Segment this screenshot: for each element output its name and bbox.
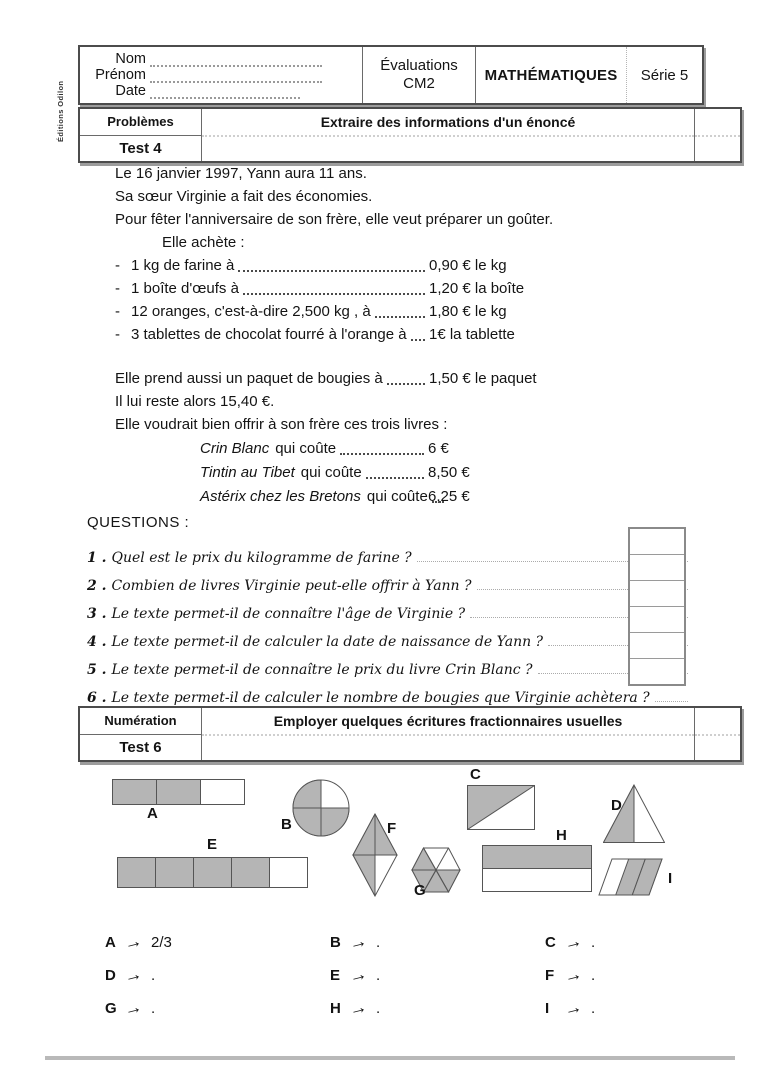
dotted-divider (695, 734, 740, 736)
shape-label-F: F (387, 820, 397, 837)
purchase-price: 0,90 € le kg (429, 257, 507, 274)
name-row (80, 51, 356, 67)
purchase-item (115, 277, 677, 300)
fraction-answer-A[interactable] (105, 932, 330, 953)
test4-label: Test 4 (119, 139, 162, 157)
question-number: 6 . (87, 690, 107, 706)
dash: - (115, 326, 120, 343)
fraction-answer-label: I (545, 1000, 550, 1017)
dotted-leader (243, 293, 425, 295)
shape-D-triangle (603, 784, 665, 844)
dotted-divider (202, 734, 694, 736)
question-row (87, 678, 688, 706)
dash: - (115, 280, 120, 297)
fraction-answer-value: . (591, 967, 596, 984)
firstname-label: Prénom (95, 67, 146, 83)
answer-box-4[interactable] (630, 606, 684, 632)
answer-box-3[interactable] (630, 580, 684, 606)
book-item (115, 436, 677, 460)
question-text: Le texte permet-il de connaître l'âge de Virginie ? (111, 606, 466, 622)
fraction-answer-label: D (105, 967, 116, 984)
purchase-price: 1,20 € la boîte (429, 280, 525, 297)
subject-title: MATHÉMATIQUES (475, 47, 626, 103)
problem-statement (115, 162, 677, 508)
dash: - (115, 257, 120, 274)
evaluation-line2: CM2 (403, 75, 435, 92)
purchase-text: 1 kg de farine à (131, 257, 235, 274)
test6-skill-cell (202, 708, 694, 760)
dotted-divider (695, 135, 740, 137)
candles-line (115, 367, 677, 390)
question-text: Le texte permet-il de calculer la date de naissance de Yann ? (111, 634, 544, 650)
dotted-leader (387, 383, 425, 385)
test6-skill-title: Employer quelques écritures fractionnaires usuelles (273, 713, 623, 729)
dotted-leader (375, 316, 425, 318)
shape-label-A: A (147, 805, 158, 822)
purchase-price: 1€ la tablette (429, 326, 515, 343)
book-price: 8,50 € (428, 464, 470, 481)
shape-label-D: D (611, 797, 622, 814)
shape-label-B: B (281, 816, 292, 833)
shape-H-rectangle (482, 845, 592, 892)
intro-line: Le 16 janvier 1997, Yann aura 11 ans. (115, 165, 367, 182)
buy-intro: Elle achète : (162, 234, 245, 251)
name-label: Nom (115, 51, 146, 67)
candles-text: Elle prend aussi un paquet de bougies à (115, 370, 383, 387)
firstname-input-line[interactable] (150, 69, 322, 83)
fraction-answer-value: . (591, 1000, 596, 1017)
intro-line: Sa sœur Virginie a fait des économies. (115, 188, 373, 205)
books-intro: Elle voudrait bien offrir à son frère ces trois livres : (115, 416, 448, 433)
question-row (87, 538, 688, 566)
fraction-answer-H[interactable] (330, 998, 545, 1019)
test4-header (78, 107, 742, 163)
dotted-leader (411, 339, 425, 341)
fraction-answer-label: B (330, 934, 341, 951)
fraction-answer-value: . (376, 934, 381, 951)
fraction-answer-value: . (151, 967, 156, 984)
arrow-icon: → (561, 996, 585, 1020)
test4-header-left (80, 109, 202, 161)
fraction-answer-value: . (376, 1000, 381, 1017)
test4-category: Problèmes (80, 109, 201, 136)
book-connector: qui coûte (300, 464, 362, 481)
fraction-answer-label: A (105, 934, 116, 951)
fraction-answer-G[interactable] (105, 998, 330, 1019)
fraction-answer-value: . (376, 967, 381, 984)
arrow-icon: → (561, 930, 585, 954)
arrow-icon: → (121, 930, 145, 954)
test4-skill-title: Extraire des informations d'un énoncé (320, 114, 576, 130)
purchase-item (115, 323, 677, 346)
arrow-icon: → (346, 996, 370, 1020)
name-input-line[interactable] (150, 53, 322, 67)
dotted-leader (366, 477, 424, 479)
shape-E-bar (117, 857, 308, 888)
arrow-icon: → (121, 963, 145, 987)
fraction-answer-label: C (545, 934, 556, 951)
spacer (115, 346, 677, 367)
question-row (87, 650, 688, 678)
question-number: 3 . (87, 606, 107, 622)
questions-heading: QUESTIONS : (87, 514, 190, 531)
fraction-answer-value: . (151, 1000, 156, 1017)
firstname-row (80, 67, 356, 83)
shape-C-rectangle (467, 785, 535, 830)
purchase-text: 3 tablettes de chocolat fourré à l'orange à (131, 326, 407, 343)
shape-label-E: E (207, 836, 218, 853)
book-price: 6,25 € (428, 488, 470, 505)
test6-score-box[interactable] (694, 708, 740, 760)
book-connector: qui coûte (366, 488, 428, 505)
arrow-icon: → (121, 996, 145, 1020)
question-number: 5 . (87, 662, 107, 678)
question-text: Quel est le prix du kilogramme de farine ? (111, 550, 412, 566)
question-row (87, 566, 688, 594)
dotted-leader (238, 270, 425, 272)
question-number: 4 . (87, 634, 107, 650)
question-text: Le texte permet-il de connaître le prix du livre Crin Blanc ? (111, 662, 533, 678)
purchase-text: 12 oranges, c'est-à-dire 2,500 kg , à (131, 303, 371, 320)
date-row (80, 83, 356, 99)
test4-score-box[interactable] (694, 109, 740, 161)
evaluation-title (362, 47, 475, 103)
fraction-answer-label: F (545, 967, 555, 984)
fraction-answer-E[interactable] (330, 965, 545, 986)
dash: - (115, 303, 120, 320)
book-connector: qui coûte (275, 440, 337, 457)
fraction-answer-label: G (105, 1000, 117, 1017)
dotted-leader (340, 453, 424, 455)
fraction-answer-C[interactable] (545, 932, 695, 953)
arrow-icon: → (346, 930, 370, 954)
fraction-answer-B[interactable] (330, 932, 545, 953)
date-input-line[interactable] (150, 85, 300, 99)
book-item (115, 460, 677, 484)
book-price: 6 € (428, 440, 449, 457)
question-text: Combien de livres Virginie peut-elle offrir à Yann ? (111, 578, 472, 594)
fraction-answer-label: E (330, 967, 341, 984)
answer-line[interactable] (655, 701, 688, 702)
test6-header (78, 706, 742, 762)
identification-header (78, 45, 704, 105)
fraction-answer-label: H (330, 1000, 341, 1017)
question-number: 2 . (87, 578, 107, 594)
book-title: Astérix chez les Bretons (200, 488, 361, 505)
page-bottom-rule (45, 1056, 735, 1060)
fraction-answer-value: 2/3 (151, 934, 172, 951)
date-label: Date (115, 83, 146, 99)
purchase-item (115, 254, 677, 277)
purchase-item (115, 300, 677, 323)
remaining-money-line: Il lui reste alors 15,40 €. (115, 393, 275, 410)
questions-block (87, 514, 688, 706)
shape-A-bar (112, 779, 245, 805)
shape-label-G: G (414, 882, 426, 899)
answer-box-2[interactable] (630, 554, 684, 580)
candles-price: 1,50 € le paquet (429, 370, 537, 387)
test6-header-left (80, 708, 202, 760)
question-number: 1 . (87, 550, 107, 566)
fraction-answers (105, 932, 695, 1019)
question-row (87, 622, 688, 650)
question-row (87, 594, 688, 622)
arrow-icon: → (346, 963, 370, 987)
answer-box-6[interactable] (630, 658, 684, 684)
fraction-answer-D[interactable] (105, 965, 330, 986)
fraction-answer-I[interactable] (545, 998, 695, 1019)
purchase-price: 1,80 € le kg (429, 303, 507, 320)
test6-category: Numération (80, 708, 201, 735)
test4-skill-cell (202, 109, 694, 161)
answer-box-5[interactable] (630, 632, 684, 658)
shape-label-C: C (470, 766, 481, 783)
answer-boxes-column (628, 527, 686, 686)
book-title: Tintin au Tibet (200, 464, 295, 481)
edition-label: Éditions Odilon (56, 80, 65, 142)
arrow-icon: → (561, 963, 585, 987)
book-title: Crin Blanc (200, 440, 270, 457)
question-text: Le texte permet-il de calculer le nombre de bougies que Virginie achètera ? (111, 690, 650, 706)
answer-box-1[interactable] (630, 529, 684, 554)
fraction-answer-value: . (591, 934, 596, 951)
shape-I-parallelogram (598, 858, 664, 896)
fraction-answer-F[interactable] (545, 965, 695, 986)
evaluation-line1: Évaluations (380, 57, 458, 74)
shape-label-H: H (556, 827, 567, 844)
book-item (115, 484, 677, 508)
dotted-divider (202, 135, 694, 137)
test6-label: Test 6 (119, 738, 162, 756)
identity-fields (80, 47, 362, 103)
purchase-text: 1 boîte d'œufs à (131, 280, 239, 297)
intro-line: Pour fêter l'anniversaire de son frère, elle veut préparer un goûter. (115, 211, 554, 228)
shape-label-I: I (668, 870, 673, 887)
shape-B-circle (292, 779, 350, 837)
series-label: Série 5 (626, 47, 702, 103)
